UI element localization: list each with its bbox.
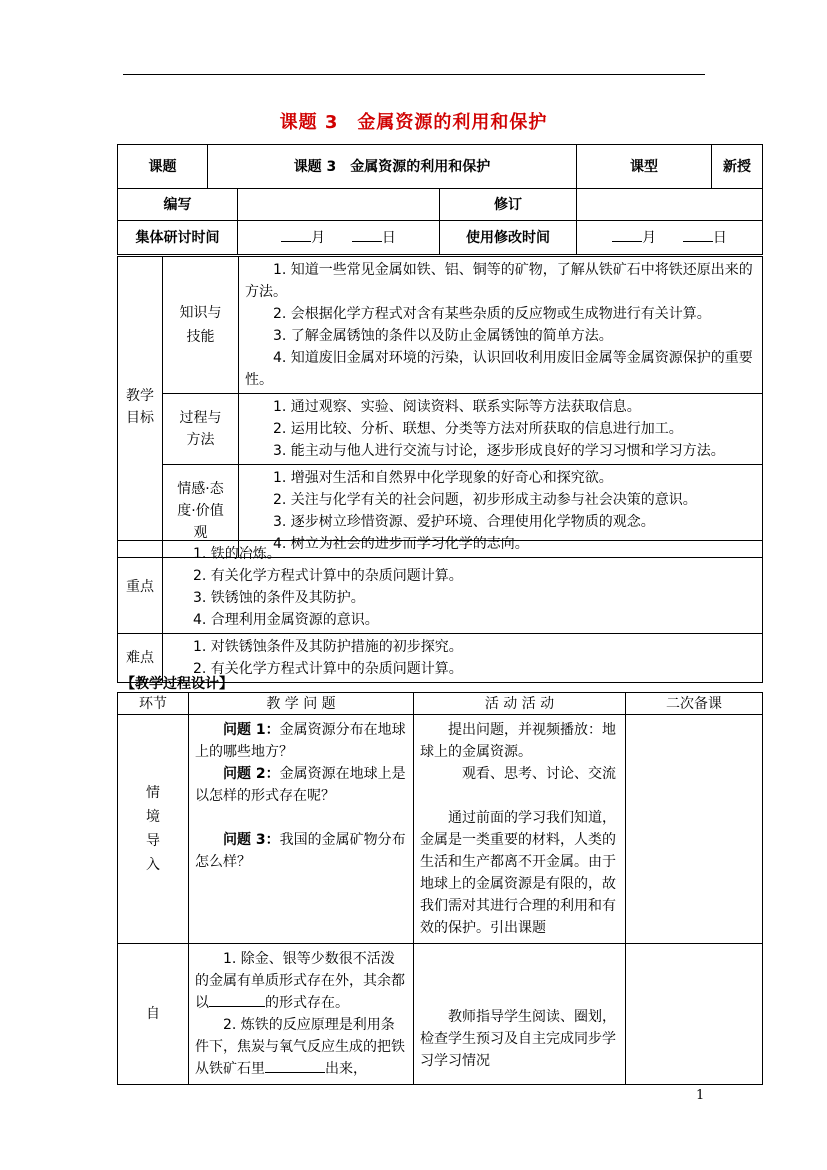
key-points-label: 重点: [118, 541, 163, 634]
use-time-value: 月 日: [577, 221, 763, 255]
emotion-item: 2. 关注与化学有关的社会问题，初步形成主动参与社会决策的意识。: [273, 492, 697, 508]
difficulty-item: 1. 对铁锈蚀条件及其防护措施的初步探究。: [193, 639, 463, 655]
intro-questions: 问题 1：金属资源分布在地球上的哪些地方？ 问题 2：金属资源在地球上是以怎样的形式存在呢？ 问题 3：我国的金属矿物分布怎么样？: [189, 715, 414, 944]
intro-activities: 提出问题，并视频播放：地球上的金属资源。 观看、思考、讨论、交流 通过前面的学习我们知道，金属是一类重要的材料，人类的生活和生产都离不开金属。由于地球上的金属资源是有限的，故我们需对其进行合理的利用和有效的保护。引出课题: [414, 715, 626, 944]
process-label: 过程与 方法: [163, 394, 239, 465]
author-value: [238, 189, 440, 221]
knowledge-item: 2. 会根据化学方程式对含有某些杂质的反应物或生成物进行有关计算。: [273, 306, 711, 322]
key-point-item: 2. 有关化学方程式计算中的杂质问题计算。: [193, 568, 463, 584]
knowledge-label: 知识与 技能: [163, 257, 239, 394]
header-rule: [123, 74, 705, 75]
discuss-time-value: 月 日: [238, 221, 440, 255]
key-point-item: 1. 铁的冶炼。: [193, 546, 281, 562]
key-points-table: [117, 540, 763, 683]
process-item: 1. 通过观察、实验、阅读资料、联系实际等方法获取信息。: [273, 399, 641, 415]
key-point-item: 3. 铁锈蚀的条件及其防护。: [193, 590, 365, 606]
header-second-prep: 二次备课: [626, 693, 763, 715]
process-design-table: [117, 692, 763, 1085]
knowledge-item: 3. 了解金属锈蚀的条件以及防止金属锈蚀的简单方法。: [273, 328, 613, 344]
header-stage: 环节: [118, 693, 189, 715]
key-points-list: [163, 541, 763, 634]
header-question: 教 学 问 题: [189, 693, 414, 715]
course-info-table: [117, 144, 763, 255]
type-label: 课型: [577, 145, 712, 189]
discuss-time-label: 集体研讨时间: [118, 221, 238, 255]
emotion-item: 3. 逐步树立珍惜资源、爱护环境、合理使用化学物质的观念。: [273, 514, 655, 530]
author-label: 编写: [118, 189, 238, 221]
process-item: 2. 运用比较、分析、联想、分类等方法对所获取的信息进行加工。: [273, 421, 683, 437]
emotion-item: 4. 树立为社会的进步而学习化学的志向。: [273, 536, 529, 552]
emotion-item: 1. 增强对生活和自然界中化学现象的好奇心和探究欲。: [273, 470, 613, 486]
self-activities: 教师指导学生阅读、圈划，检查学生预习及自主完成同步学习学习情况: [414, 944, 626, 1085]
self-second-prep: [626, 944, 763, 1085]
use-time-label: 使用修改时间: [440, 221, 577, 255]
knowledge-list: [239, 257, 763, 394]
intro-second-prep: [626, 715, 763, 944]
stage-self: 自: [118, 944, 189, 1085]
goals-label: 教学 目标: [118, 257, 163, 558]
revise-value: [577, 189, 763, 221]
process-design-heading: 【教学过程设计】: [121, 676, 233, 692]
header-activity: 活 动 活 动: [414, 693, 626, 715]
knowledge-item: 4. 知道废旧金属对环境的污染，认识回收利用废旧金属等金属资源保护的重要性。: [245, 350, 753, 388]
knowledge-item: 1. 知道一些常见金属如铁、铝、铜等的矿物，了解从铁矿石中将铁还原出来的方法。: [245, 262, 753, 300]
type-value: 新授: [712, 145, 763, 189]
process-item: 3. 能主动与他人进行交流与讨论，逐步形成良好的学习习惯和学习方法。: [273, 443, 725, 459]
topic-label: 课题: [118, 145, 208, 189]
document-title: 课题 3 金属资源的利用和保护: [279, 112, 548, 133]
revise-label: 修订: [440, 189, 577, 221]
key-point-item: 4. 合理利用金属资源的意识。: [193, 612, 379, 628]
difficulties-label: 难点: [118, 634, 163, 683]
page-number: 1: [696, 1088, 705, 1103]
emotion-label: 情感·态 度·价值 观: [163, 465, 239, 558]
difficulty-item: 2. 有关化学方程式计算中的杂质问题计算。: [193, 661, 463, 677]
difficulties-list: [163, 634, 763, 683]
process-list: [239, 394, 763, 465]
self-questions: 1. 除金、银等少数很不活泼的金属有单质形式存在外，其余都以 的形式存在。 2. 炼铁的反应原理是利用条件下，焦炭与氧气反应生成的把铁从铁矿石里 出来，: [189, 944, 414, 1085]
topic-value: 课题 3 金属资源的利用和保护: [208, 145, 577, 189]
goals-table: [117, 256, 763, 558]
stage-intro: 情 境 导 入: [118, 715, 189, 944]
